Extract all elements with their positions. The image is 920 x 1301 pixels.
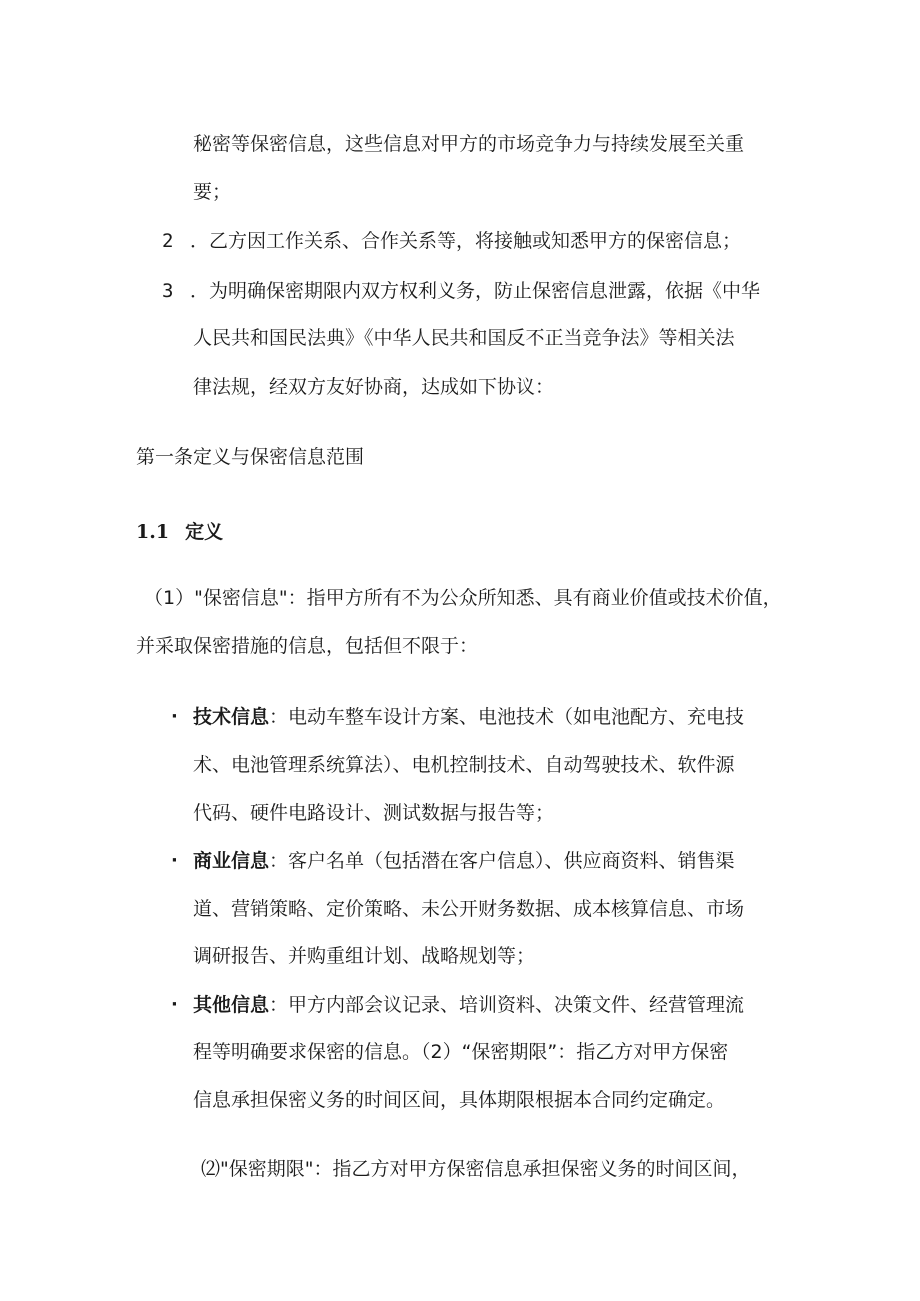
bullet-dot: · [171, 850, 178, 871]
list-item-number: 2 [162, 230, 174, 252]
bullet-biz-line-3: 调研报告、并购重组计划、战略规划等； [193, 945, 536, 967]
bullet-text: ：电动车整车设计方案、电池技术（如电池配方、充电技 [269, 706, 745, 728]
bullet-other-line-3: 信息承担保密义务的时间区间，具体期限根据本合同约定确定。 [193, 1089, 726, 1111]
list-item-2 [162, 228, 741, 254]
list-item-text: ．乙方因工作关系、合作关系等，将接触或知悉甲方的保密信息； [190, 230, 742, 252]
bullet-dot: · [171, 994, 178, 1015]
list-item-text: ．为明确保密期限内双方权利义务，防止保密信息泄露，依据《中华 [190, 280, 761, 302]
list-item-number: 3 [162, 280, 174, 302]
article-title: 第一条定义与保密信息范围 [136, 446, 365, 468]
bullet-tech-line-2: 术、电池管理系统算法）、电机控制技术、自动驾驶技术、软件源 [193, 754, 735, 776]
section-number: 1.1 [136, 521, 170, 543]
bullet-tech-line-3: 代码、硬件电路设计、测试数据与报告等； [193, 802, 555, 824]
list-item-3 [162, 278, 760, 304]
intro-line-2: 要； [193, 181, 232, 203]
list-item-3-line-3: 律法规，经双方友好协商，达成如下协议： [193, 376, 555, 398]
bullet-label: 其他信息 [193, 994, 270, 1016]
bullet-other-line-2: 程等明确要求保密的信息。（2）“保密期限”：指乙方对甲方保密 [193, 1041, 729, 1063]
bullet-dot: · [171, 706, 178, 727]
list-item-3-line-2: 人民共和国民法典》《中华人民共和国反不正当竞争法》等相关法 [193, 327, 735, 349]
bullet-biz-line-2: 道、营销策略、定价策略、未公开财务数据、成本核算信息、市场 [193, 898, 745, 920]
bullet-tech-line-1 [193, 704, 744, 730]
definition-1-line-1: （1）"保密信息"：指甲方所有不为公众所知悉、具有商业价值或技术价值， [144, 587, 782, 609]
bullet-biz-line-1 [193, 848, 735, 874]
definition-1-line-2: 并采取保密措施的信息，包括但不限于： [136, 635, 479, 657]
bullet-label: 商业信息 [193, 850, 270, 872]
definition-2-line-1: ⑵"保密期限"：指乙方对甲方保密信息承担保密义务的时间区间， [201, 1158, 751, 1180]
bullet-label: 技术信息 [193, 706, 270, 728]
bullet-text: ：客户名单（包括潜在客户信息）、供应商资料、销售渠 [269, 850, 735, 872]
intro-line-1: 秘密等保密信息，这些信息对甲方的市场竞争力与持续发展至关重 [193, 133, 745, 155]
bullet-other-line-1 [193, 992, 744, 1018]
section-title: 定义 [185, 521, 224, 543]
bullet-text: ：甲方内部会议记录、培训资料、决策文件、经营管理流 [269, 994, 745, 1016]
section-heading [136, 519, 223, 545]
